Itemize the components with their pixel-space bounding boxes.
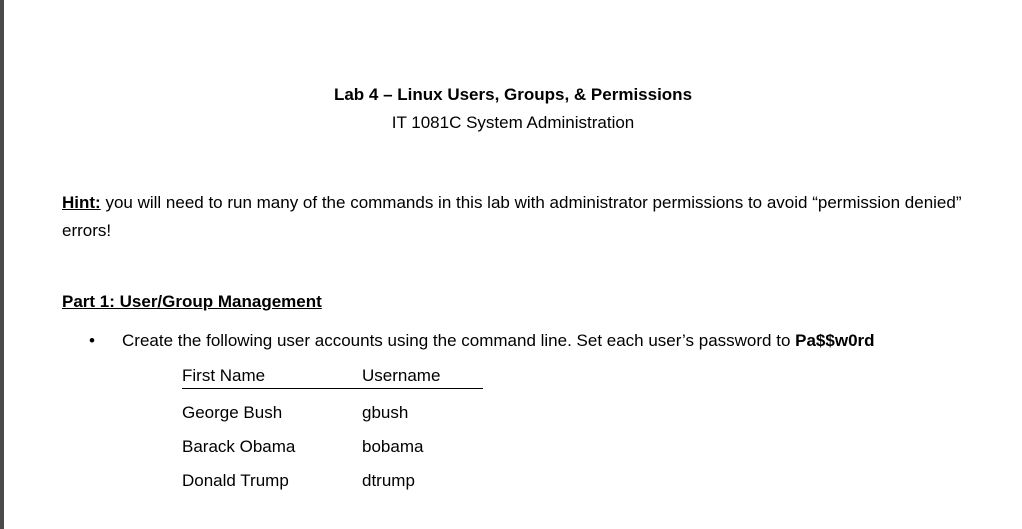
bullet-dot-icon: • bbox=[89, 331, 95, 350]
part1-heading: Part 1: User/Group Management bbox=[62, 292, 322, 311]
bullet-instruction: Create the following user accounts using the command line. Set each user’s password to bbox=[122, 331, 796, 350]
table-header-row bbox=[182, 366, 483, 389]
hint-label: Hint: bbox=[62, 193, 101, 212]
first-name-cell: Donald Trump bbox=[182, 471, 289, 490]
document-page bbox=[4, 0, 1022, 529]
first-name-cell: George Bush bbox=[182, 403, 283, 422]
hint-text: you will need to run many of the commands in this lab with administrator permissions to avoid “permission denied” errors! bbox=[62, 193, 962, 240]
table-row bbox=[182, 389, 483, 424]
hint-paragraph bbox=[62, 189, 962, 245]
column-header-username: Username bbox=[362, 366, 483, 389]
document-subtitle: IT 1081C System Administration bbox=[391, 113, 635, 132]
username-cell: bobama bbox=[362, 437, 424, 456]
username-cell: gbush bbox=[362, 403, 409, 422]
bullet-password: Pa$$w0rd bbox=[795, 331, 875, 350]
first-name-cell: Barack Obama bbox=[182, 437, 296, 456]
users-table bbox=[182, 366, 483, 491]
bullet-text bbox=[122, 331, 875, 351]
table-row bbox=[182, 457, 483, 491]
document-title: Lab 4 – Linux Users, Groups, & Permissions bbox=[333, 85, 693, 104]
username-cell: dtrump bbox=[362, 471, 415, 490]
table-row bbox=[182, 423, 483, 457]
column-header-first-name: First Name bbox=[182, 366, 362, 389]
